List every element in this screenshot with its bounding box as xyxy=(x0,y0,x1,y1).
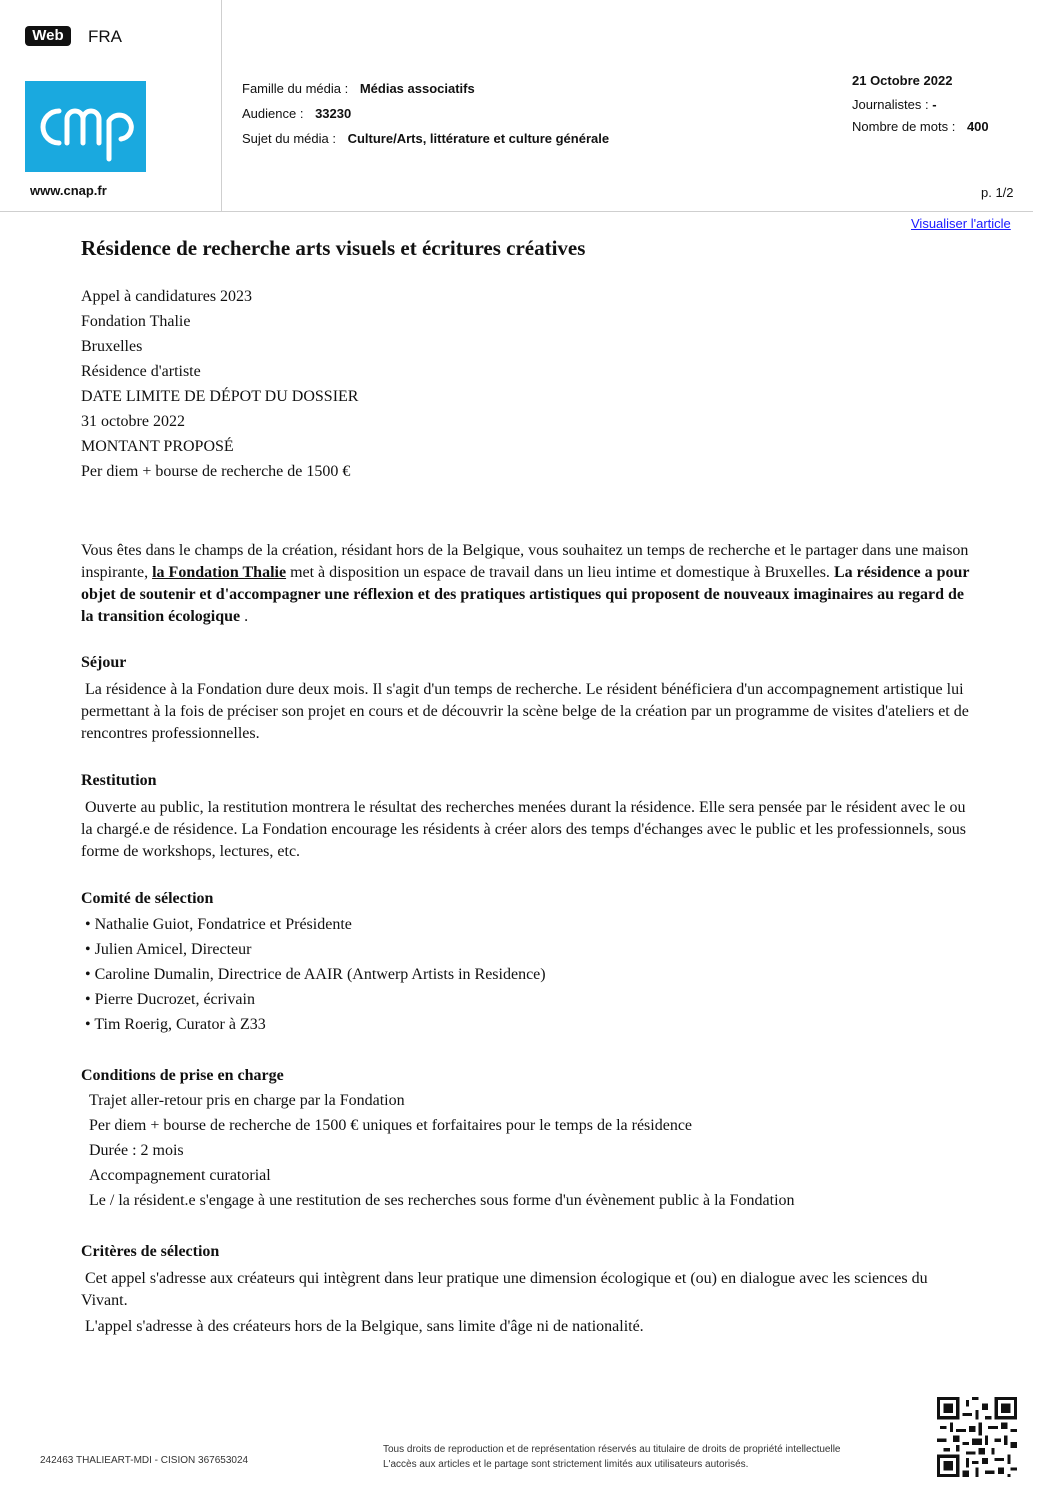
footer-rights-line: L'accès aux articles et le partage sont strictement limités aux utilisateurs autorisés. xyxy=(383,1459,749,1470)
footer-rights-line: Tous droits de reproduction et de représentation réservés au titulaire de droits de propriété intellectuelle xyxy=(383,1444,841,1455)
intro-paragraph xyxy=(81,540,973,628)
list-item: Accompagnement curatorial xyxy=(89,1167,271,1184)
view-article-link[interactable]: Visualiser l'article xyxy=(911,216,1011,231)
audience-label: Audience : xyxy=(242,106,304,121)
mots-label: Nombre de mots : xyxy=(852,119,956,134)
journalistes-value: - xyxy=(932,97,937,112)
qr-code-icon xyxy=(937,1397,1017,1477)
list-item: • Julien Amicel, Directeur xyxy=(85,941,252,958)
list-item: Per diem + bourse de recherche de 1500 € uniques et forfaitaires pour le temps de la résidence xyxy=(89,1117,693,1134)
intro-text-2: met à disposition un espace de travail dans un lieu intime et domestique à Bruxelles. xyxy=(290,564,830,581)
info-line: Appel à candidatures 2023 xyxy=(81,288,253,305)
footer-id: 242463 THALIEART-MDI - CISION 367653024 xyxy=(40,1455,249,1466)
info-line: Fondation Thalie xyxy=(81,313,191,330)
info-line: 31 octobre 2022 xyxy=(81,413,185,430)
criteres-paragraph-1: Cet appel s'adresse aux créateurs qui intègrent dans leur pratique une dimension écologique et (ou) en dialogue avec les sciences du Vivant. xyxy=(81,1270,928,1309)
cnap-logo-icon xyxy=(25,81,146,172)
restitution-paragraph: Ouverte au public, la restitution montrera le résultat des recherches menées durant la résidence. Elle sera pensée par le résident avec le ou la chargé.e de résidence. La Fondation encourage les résidents à créer alors des temps d'échanges avec le public et les professionnels, sous forme de workshops, lectures, etc. xyxy=(81,799,966,860)
sujet-value: Culture/Arts, littérature et culture générale xyxy=(347,131,610,146)
article-date: 21 Octobre 2022 xyxy=(852,73,953,88)
criteres-heading: Critères de sélection xyxy=(81,1243,220,1260)
site-url: www.cnap.fr xyxy=(30,183,107,198)
info-line: Résidence d'artiste xyxy=(81,363,201,380)
sujet-row xyxy=(242,131,609,146)
list-item: • Nathalie Guiot, Fondatrice et Présidente xyxy=(85,916,352,933)
comite-heading: Comité de sélection xyxy=(81,890,214,907)
audience-row xyxy=(242,106,351,121)
info-line: DATE LIMITE DE DÉPOT DU DOSSIER xyxy=(81,388,359,405)
journalistes-row xyxy=(852,97,937,112)
famille-row xyxy=(242,81,475,96)
famille-value: Médias associatifs xyxy=(359,81,475,96)
list-item: Trajet aller-retour pris en charge par la Fondation xyxy=(89,1092,405,1109)
intro-bold-text: La résidence a pour objet de soutenir et d'accompagner une réflexion et des pratiques artistiques qui proposent de nouveaux imaginaires au regard de la transition écologique xyxy=(81,564,970,625)
cnap-logo xyxy=(25,81,146,172)
mots-value: 400 xyxy=(966,119,989,134)
sejour-heading: Séjour xyxy=(81,654,127,671)
language-label: FRA xyxy=(88,27,122,46)
fondation-thalie-link[interactable]: la Fondation Thalie xyxy=(152,564,287,581)
header-horizontal-divider xyxy=(0,211,1033,212)
info-line: MONTANT PROPOSÉ xyxy=(81,438,234,455)
article-title: Résidence de recherche arts visuels et écritures créatives xyxy=(81,236,586,260)
list-item: Le / la résident.e s'engage à une restitution de ses recherches sous forme d'un évènement public à la Fondation xyxy=(89,1192,795,1209)
restitution-heading: Restitution xyxy=(81,772,157,789)
list-item: • Caroline Dumalin, Directrice de AAIR (Antwerp Artists in Residence) xyxy=(85,966,546,983)
info-line: Bruxelles xyxy=(81,338,143,355)
intro-text: Vous êtes dans le champs de la création, résidant hors de la Belgique, vous souhaitez un temps de recherche et le partager dans une maison inspirante, xyxy=(81,542,969,581)
famille-label: Famille du média : xyxy=(242,81,349,96)
page-number: p. 1/2 xyxy=(981,185,1014,200)
intro-end: . xyxy=(244,608,249,625)
list-item: • Tim Roerig, Curator à Z33 xyxy=(85,1016,266,1033)
conditions-heading: Conditions de prise en charge xyxy=(81,1067,284,1084)
audience-value: 33230 xyxy=(315,106,352,121)
list-item: Durée : 2 mois xyxy=(89,1142,184,1159)
journalistes-label: Journalistes : xyxy=(852,97,929,112)
sejour-paragraph: La résidence à la Fondation dure deux mois. Il s'agit d'un temps de recherche. Le résident bénéficiera d'un accompagnement artistique lui permettant à la fois de préciser son projet en cours et de découvrir la scène belge de la création par un programme de visites d'ateliers et de rencontres professionnelles. xyxy=(81,681,969,742)
mots-row xyxy=(852,119,989,134)
sujet-label: Sujet du média : xyxy=(242,131,336,146)
footer-rights xyxy=(383,1442,841,1472)
info-line: Per diem + bourse de recherche de 1500 € xyxy=(81,463,351,480)
criteres-paragraph-2: L'appel s'adresse à des créateurs hors de la Belgique, sans limite d'âge ni de nationalité. xyxy=(85,1318,644,1335)
list-item: • Pierre Ducrozet, écrivain xyxy=(85,991,255,1008)
media-type-badge: Web xyxy=(25,26,71,46)
header-vertical-divider xyxy=(221,0,222,211)
